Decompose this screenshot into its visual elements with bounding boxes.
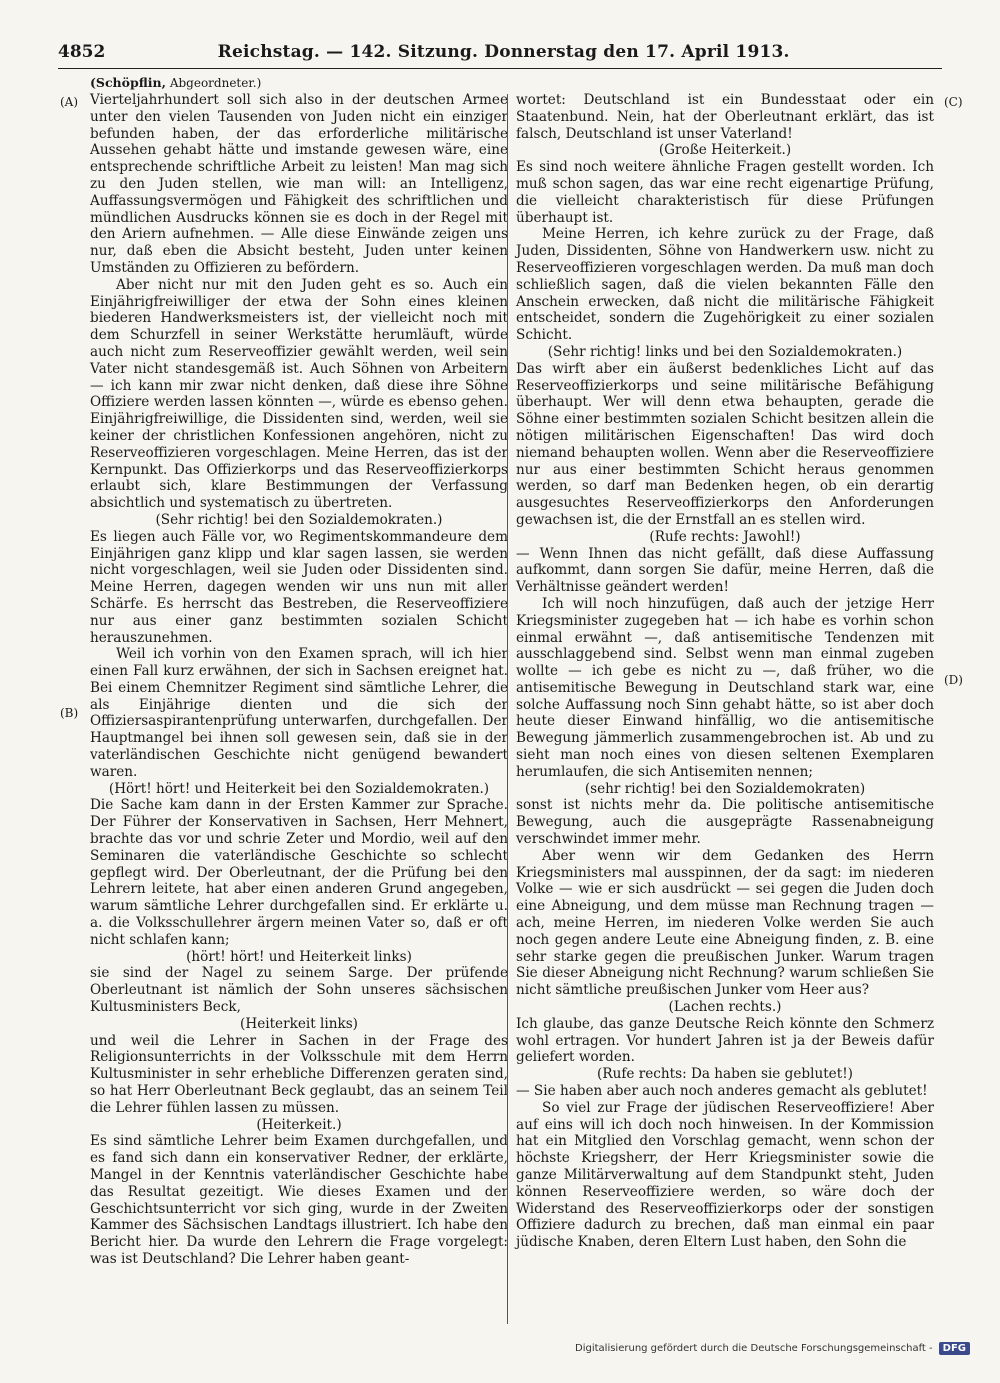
speaker-line bbox=[90, 75, 261, 90]
interjection: (hört! hört! und Heiterkeit links) bbox=[186, 948, 412, 965]
right-column bbox=[516, 92, 934, 1251]
margin-marker-c: (C) bbox=[944, 95, 963, 109]
footer bbox=[575, 1342, 970, 1355]
interjection: (Rufe rechts: Jawohl!) bbox=[649, 528, 801, 545]
footer-credit: Digitalisierung gefördert durch die Deutsche Forschungsgemeinschaft - bbox=[575, 1343, 933, 1354]
speaker-name: (Schöpflin, bbox=[90, 75, 166, 90]
paragraph: Es sind noch weitere ähnliche Fragen gestellt worden. Ich muß schon sagen, das war eine recht eigenartige Prüfung, die vielleicht charakteristisch für diese Prüfungen überhaupt ist. bbox=[516, 159, 934, 226]
paragraph: Ich glaube, das ganze Deutsche Reich könnte den Schmerz wohl ertragen. Vor hundert Jahren ist ja der Beweis dafür geliefert worden. bbox=[516, 1015, 934, 1066]
interjection: (Sehr richtig! links und bei den Sozialdemokraten.) bbox=[547, 343, 903, 360]
interjection: (Hört! hört! und Heiterkeit bei den Sozialdemokraten.) bbox=[108, 780, 490, 797]
paragraph: sie sind der Nagel zu seinem Sarge. Der prüfende Oberleutnant ist nämlich der Sohn unseres sächsischen Kultusministers Beck, bbox=[90, 965, 508, 1016]
dfg-logo: DFG bbox=[939, 1342, 970, 1355]
interjection: (Rufe rechts: Da haben sie geblutet!) bbox=[597, 1066, 853, 1083]
interjection: (Heiterkeit links) bbox=[240, 1015, 358, 1032]
left-column bbox=[90, 92, 508, 1268]
paragraph: So viel zur Frage der jüdischen Reserveoffiziere! Aber auf eins will ich doch noch hinweisen. In der Kommission hat ein Mitglied den Vorschlag gemacht, wenn schon der höchste Kriegsherr, der Herr Kriegsminister sowie die ganze Militärverwaltung auf dem Standpunkt steht, Juden können Reserveoffiziere werden, so wäre doch der Widerstand des Reserveoffizierkorps oder der sonstigen Offiziere dadurch zu brechen, daß man einmal ein paar jüdische Knaben, deren Eltern Lust haben, den Sohn die bbox=[516, 1099, 934, 1251]
paragraph: Es sind sämtliche Lehrer beim Examen durchgefallen, und es fand sich dann ein konservativer Redner, der erklärte, Mangel in der Kenntnis vaterländischer Geschichte habe das Resultat gezeitigt. Wie dieses Examen und der Geschichtsunterricht vor sich ging, wurde in der Zweiten Kammer des Sächsischen Landtags illustriert. Ich habe den Bericht hier. Da wurde den Lehrern die Frage vorgelegt: was ist Deutschland? Die Lehrer haben geant- bbox=[90, 1133, 508, 1267]
interjection: (sehr richtig! bei den Sozialdemokraten) bbox=[584, 780, 866, 797]
paragraph: und weil die Lehrer in Sachen in der Frage des Religionsunterrichts in der Volksschule mit dem Herrn Kultusminister in sehr erhebliche Differenzen geraten sind, so hat Herr Oberleutnant Beck geglaubt, das an seinem Teil die Lehrer fühlen lassen zu müssen. bbox=[90, 1032, 508, 1116]
paragraph: Aber nicht nur mit den Juden geht es so. Auch ein Einjährigfreiwilliger der etwa der Sohn eines kleinen biederen Handwerksmeisters ist, der vielleicht noch mit dem Schurzfell in seiner Werkstätte herumläuft, würde auch nicht zum Reserveoffizier gewählt werden, weil sein Vater nicht standesgemäß ist. Auch Söhnen von Arbeitern — ich kann mir zwar nicht denken, daß diese ihre Söhne Offiziere werden lassen könnten —, würde es ebenso gehen. Einjährigfreiwillige, die Dissidenten sind, werden, weil sie keiner der christlichen Konfessionen angehören, nicht zu Reserveoffizieren vorgeschlagen. Meine Herren, das ist der Kernpunkt. Das Offizierkorps und das Reserveoffizierkorps erlaubt sich, klare Bestimmungen der Verfassung absichtlich und systematisch zu übertreten. bbox=[90, 276, 508, 512]
interjection: (Lachen rechts.) bbox=[668, 999, 782, 1016]
interjection: (Große Heiterkeit.) bbox=[658, 142, 792, 159]
paragraph: Die Sache kam dann in der Ersten Kammer zur Sprache. Der Führer der Konservativen in Sachsen, Herr Mehnert, brachte das vor und schrie Zeter und Mordio, weil auf den Seminaren die vaterländische Geschichte so schlecht gepflegt wird. Der Oberleutnant, der die Prüfung bei den Lehrern leitete, hat aber einen anderen Grund angegeben, warum sämtliche Lehrer durchgefallen sind. Er erklärte u. a. die Volksschullehrer ärgern meinen Vater so, daß er oft nicht schlafen kann; bbox=[90, 797, 508, 948]
paragraph: — Sie haben aber auch noch anderes gemacht als geblutet! bbox=[516, 1083, 928, 1100]
paragraph: Aber wenn wir dem Gedanken des Herrn Kriegsministers mal ausspinnen, der da sagt: im niederen Volke — wie er sich ausdrückt — sei gegen die Juden doch eine Abneigung, und dem müsse man Rechnung tragen — ach, meine Herren, im niederen Volke werden Sie auch noch gegen andere Leute eine Abneigung finden, z. B. eine sehr starke gegen die preußischen Junker. Warum tragen Sie dieser Abneigung nicht Rechnung? warum schließen Sie nicht sämtliche preußischen Junker vom Heer aus? bbox=[516, 847, 934, 999]
page-number: 4852 bbox=[58, 42, 106, 62]
page-header bbox=[58, 42, 942, 69]
margin-marker-b: (B) bbox=[60, 706, 79, 720]
paragraph: wortet: Deutschland ist ein Bundesstaat oder ein Staatenbund. Nein, hat der Oberleutnant erklärt, das ist falsch, Deutschland ist unser Vaterland! bbox=[516, 92, 934, 142]
paragraph: Es liegen auch Fälle vor, wo Regimentskommandeure dem Einjährigen ganz klipp und klar sagen lassen, sie werden nicht vorgeschlagen, weil sie Juden oder Dissidenten sind. Meine Herren, dagegen wenden wir uns nun mit aller Schärfe. Es herrscht das Bestreben, die Reserveoffiziere nur aus einer ganz bestimmten sozialen Schicht herauszunehmen. bbox=[90, 528, 508, 646]
paragraph: Vierteljahrhundert soll sich also in der deutschen Armee unter den vielen Tausenden von Juden nicht ein einziger befunden haben, der das erforderliche militärische Aussehen gehabt hätte und imstande gewesen wäre, eine entsprechende schriftliche Arbeit zu leisten! Man mag sich zu den Juden stellen, wie man will: an Intelligenz, Auffassungsvermögen und Fähigkeit des schriftlichen und mündlichen Ausdrucks können sie es doch in der Regel mit den Ariern aufnehmen. — Alle diese Einwände zeigen uns nur, daß eben die Absicht besteht, Juden unter keinen Umständen zu Offizieren zu befördern. bbox=[90, 92, 508, 276]
paragraph: sonst ist nichts mehr da. Die politische antisemitische Bewegung, auch die ausgeprägte Rassenabneigung verschwindet immer mehr. bbox=[516, 797, 934, 848]
column-divider bbox=[507, 94, 508, 1324]
paragraph: Das wirft aber ein äußerst bedenkliches Licht auf das Reserveoffizierkorps und seine militärische Befähigung überhaupt. Wer will denn etwa behaupten, gerade die Söhne einer bestimmten sozialen Schicht besitzen allein die nötigen militärischen Eigenschaften! Das wird doch niemand behaupten wollen. Wenn aber die Reserveoffiziere nur aus einer bestimmten Schicht heraus genommen werden, so darf man Bedenken hegen, ob ein derartig ausgesuchtes Reserveoffizierkorps den Anforderungen gewachsen ist, die der Ernstfall an es stellen wird. bbox=[516, 360, 934, 528]
speaker-role: Abgeordneter.) bbox=[169, 76, 262, 90]
margin-marker-a: (A) bbox=[60, 95, 79, 109]
paragraph: Ich will noch hinzufügen, daß auch der jetzige Herr Kriegsminister zugegeben hat — ich habe es vorhin schon einmal erwähnt —, daß antisemitische Tendenzen mit ausschlaggebend sind. Selbst wenn man einmal zugeben wollte — ich gebe es nicht zu —, daß früher, wo die antisemitische Bewegung in Deutschland stark war, eine solche Auffassung noch Sinn gehabt hätte, so ist aber doch heute dieser Einwand hinfällig, wo die antisemitische Bewegung jämmerlich zusammengebrochen ist. Ab und zu sieht man noch eines von diesen seltenen Exemplaren herumlaufen, die sich Antisemiten nennen; bbox=[516, 595, 934, 780]
paragraph: Meine Herren, ich kehre zurück zu der Frage, daß Juden, Dissidenten, Söhne von Handwerkern usw. nicht zu Reserveoffizieren vorgeschlagen werden. Da muß man doch schließlich sagen, daß die vielen bekannten Fälle den Anschein erwecken, daß nicht die militärische Fähigkeit entscheidet, sondern die Zugehörigkeit zu einer sozialen Schicht. bbox=[516, 226, 934, 344]
paragraph: Weil ich vorhin von den Examen sprach, will ich hier einen Fall kurz erwähnen, der sich in Sachsen ereignet hat. Bei einem Chemnitzer Regiment sind sämtliche Lehrer, die als Einjährige dienten und die sich der Offiziersaspirantenprüfung unterwarfen, durchgefallen. Der Hauptmangel bei ihnen soll gewesen sein, daß sie in der vaterländischen Geschichte nicht genügend bewandert waren. bbox=[90, 646, 508, 780]
interjection: (Sehr richtig! bei den Sozialdemokraten.) bbox=[155, 511, 443, 528]
margin-marker-d: (D) bbox=[944, 673, 963, 687]
page-title: Reichstag. — 142. Sitzung. Donnerstag den 17. April 1913. bbox=[217, 42, 790, 62]
interjection: (Heiterkeit.) bbox=[256, 1116, 342, 1133]
paragraph: — Wenn Ihnen das nicht gefällt, daß diese Auffassung aufkommt, dann sorgen Sie dafür, meine Herren, daß die Verhältnisse geändert werden! bbox=[516, 545, 934, 596]
